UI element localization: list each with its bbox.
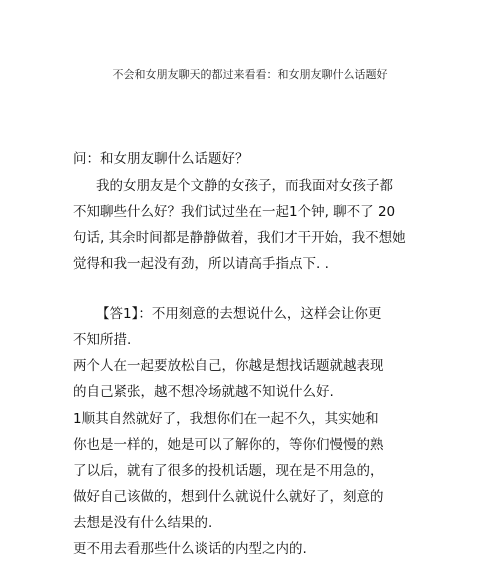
question-heading: 问：和女朋友聊什么话题好？ xyxy=(73,151,249,167)
question-line: 我的女朋友是个文静的女孩子，而我面对女孩子都 xyxy=(96,178,393,194)
answer-line: 【答1】：不用刻意的去想说什么，这样会让你更 xyxy=(96,306,382,322)
question-line: 觉得和我一起没有劲，所以请高手指点下. . xyxy=(73,256,329,272)
answer-line: 两个人在一起要放松自己，你越是想找话题就越表现 xyxy=(73,358,384,374)
answer-line: 去想是没有什么结果的. xyxy=(73,515,213,531)
answer-line: 不知所措. xyxy=(73,332,132,348)
document-title: 不会和女朋友聊天的都过来看看：和女朋友聊什么话题好 xyxy=(112,68,388,81)
answer-line: 了以后，就有了很多的投机话题，现在是不用急的， xyxy=(73,463,384,479)
question-line: 不知聊些什么好？我们试过坐在一起1个钟, 聊不了 20 xyxy=(73,204,396,220)
answer-line: 更不用去看那些什么谈话的内型之内的. xyxy=(73,541,307,557)
answer-line: 1顺其自然就好了，我想你们在一起不久，其实她和 xyxy=(73,411,379,427)
question-line: 句话, 其余时间都是静静做着，我们才干开始，我不想她 xyxy=(73,230,406,246)
answer-line: 你也是一样的，她是可以了解你的，等你们慢慢的熟 xyxy=(73,437,384,453)
answer-line: 做好自己该做的，想到什么就说什么就好了，刻意的 xyxy=(73,489,384,505)
answer-line: 的自己紧张，越不想冷场就越不知说什么好. xyxy=(73,384,334,400)
